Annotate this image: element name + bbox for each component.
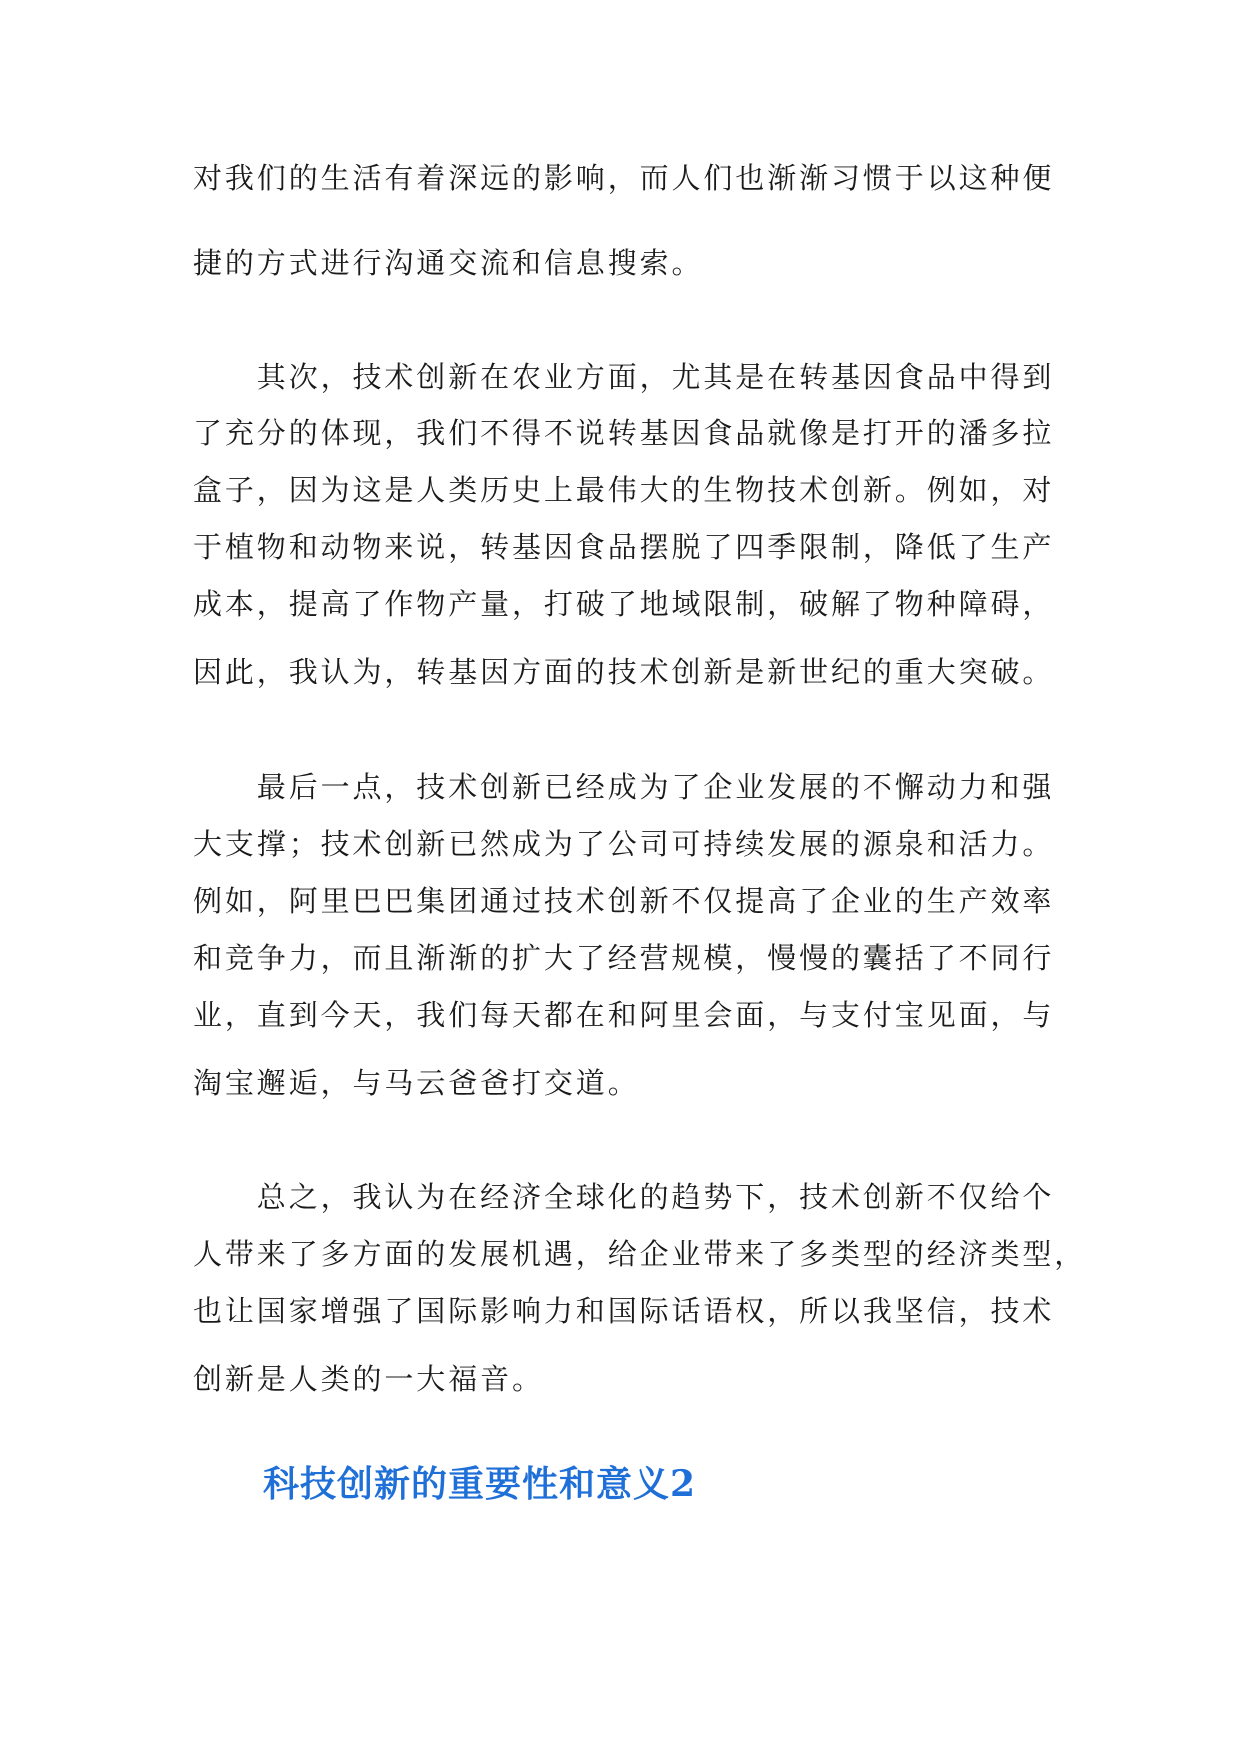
paragraph-2-line-3: 盒子，因为这是人类历史上最伟大的生物技术创新。例如，对: [193, 473, 1055, 507]
paragraph-3-line-2: 大支撑；技术创新已然成为了公司可持续发展的源泉和活力。: [193, 827, 1055, 861]
paragraph-2-line-5: 成本，提高了作物产量，打破了地域限制，破解了物种障碍，: [193, 587, 1055, 621]
section-heading: 科技创新的重要性和意义2: [263, 1463, 697, 1505]
paragraph-4-line-4: 创新是人类的一大福音。: [193, 1362, 544, 1396]
paragraph-2-line-2: 了充分的体现，我们不得不说转基因食品就像是打开的潘多拉: [193, 416, 1055, 450]
paragraph-3-line-5: 业，直到今天，我们每天都在和阿里会面，与支付宝见面，与: [193, 998, 1055, 1032]
paragraph-1-line-2: 捷的方式进行沟通交流和信息搜索。: [193, 246, 704, 280]
paragraph-1-line-1: 对我们的生活有着深远的影响，而人们也渐渐习惯于以这种便: [193, 161, 1055, 195]
paragraph-2-line-1: 其次，技术创新在农业方面，尤其是在转基因食品中得到: [193, 360, 1055, 394]
paragraph-4-line-3: 也让国家增强了国际影响力和国际话语权，所以我坚信，技术: [193, 1294, 1055, 1328]
paragraph-4-line-1: 总之，我认为在经济全球化的趋势下，技术创新不仅给个: [193, 1180, 1055, 1214]
paragraph-3-line-3: 例如，阿里巴巴集团通过技术创新不仅提高了企业的生产效率: [193, 884, 1055, 918]
paragraph-4-line-2: 人带来了多方面的发展机遇，给企业带来了多类型的经济类型，: [193, 1237, 1087, 1271]
paragraph-3-line-1: 最后一点，技术创新已经成为了企业发展的不懈动力和强: [193, 770, 1055, 804]
paragraph-2-line-4: 于植物和动物来说，转基因食品摆脱了四季限制，降低了生产: [193, 530, 1055, 564]
paragraph-3-line-6: 淘宝邂逅，与马云爸爸打交道。: [193, 1066, 640, 1100]
paragraph-3-line-4: 和竞争力，而且渐渐的扩大了经营规模，慢慢的囊括了不同行: [193, 941, 1055, 975]
paragraph-2-line-6: 因此，我认为，转基因方面的技术创新是新世纪的重大突破。: [193, 655, 1055, 689]
